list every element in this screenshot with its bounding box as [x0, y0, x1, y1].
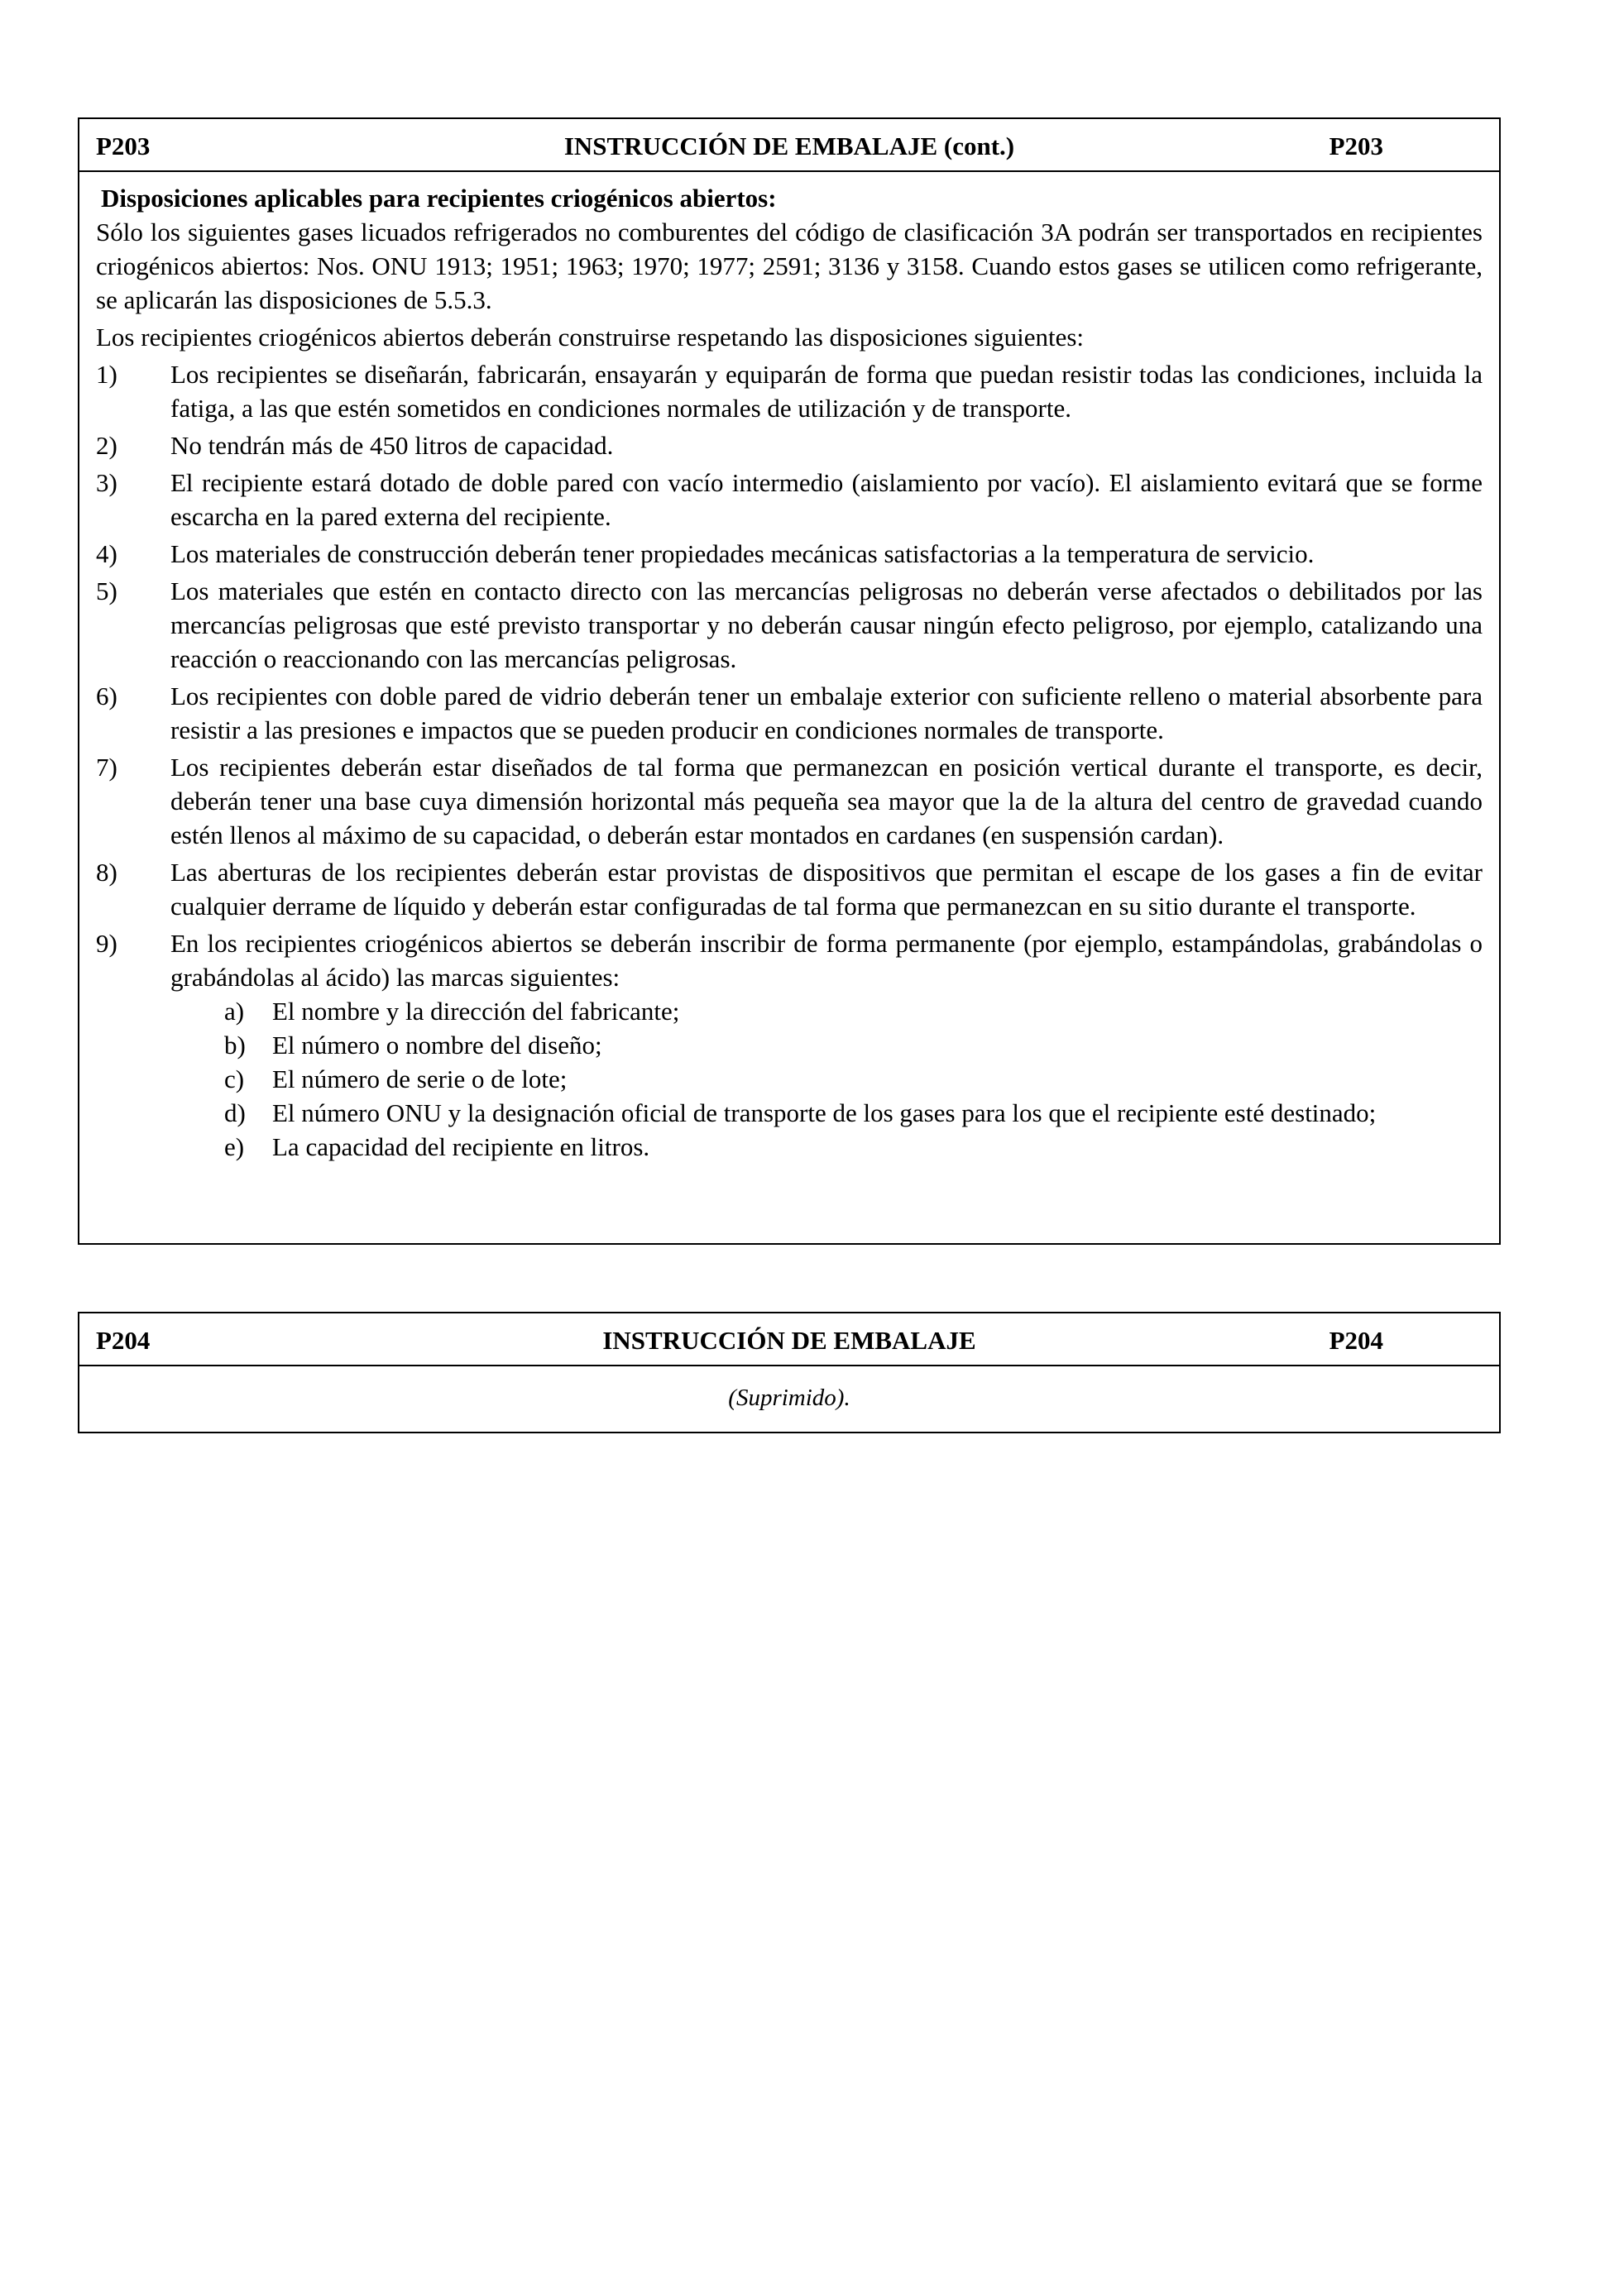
- item-number: 5): [96, 576, 117, 605]
- sub-item-letter: c): [224, 1064, 245, 1093]
- p203-subheading: Disposiciones aplicables para recipientes criogénicos abiertos:: [101, 184, 777, 213]
- item-text: El recipiente estará dotado de doble pared con vacío intermedio (aislamiento por vacío). El aislamiento evitará que se forme escarcha en la pared externa del recipiente.: [170, 468, 1483, 531]
- p203-marking-sublist: [96, 994, 1483, 1164]
- list-item: [96, 855, 1483, 923]
- item-number: 8): [96, 858, 117, 887]
- item-number: 9): [96, 929, 117, 958]
- list-item: [96, 574, 1483, 676]
- p204-suppressed-note: (Suprimido).: [728, 1385, 850, 1411]
- sub-item-letter: d): [224, 1098, 246, 1127]
- p203-provisions-list: [96, 357, 1483, 994]
- list-item: [96, 466, 1483, 533]
- sub-item-text: El número de serie o de lote;: [272, 1064, 568, 1093]
- packing-instruction-p203: [78, 117, 1501, 1245]
- sub-item-text: La capacidad del recipiente en litros.: [272, 1132, 650, 1161]
- p204-header: [79, 1313, 1499, 1366]
- sub-item-text: El nombre y la dirección del fabricante;: [272, 997, 680, 1026]
- item-text: Las aberturas de los recipientes deberán estar provistas de dispositivos que permitan el escape de los gases a fin de evitar cualquier derrame de líquido y deberán estar configuradas de tal forma que permanezcan en su sitio durante el transporte.: [170, 858, 1483, 921]
- sub-list-item: [96, 1096, 1483, 1130]
- list-item: [96, 926, 1483, 994]
- item-number: 1): [96, 360, 117, 389]
- sub-item-text: El número ONU y la designación oficial de transporte de los gases para los que el recipiente esté destinado;: [272, 1098, 1377, 1127]
- item-text: Los recipientes se diseñarán, fabricarán, ensayarán y equiparán de forma que puedan resistir todas las condiciones, incluida la fatiga, a las que estén sometidos en condiciones normales de utilización y de transporte.: [170, 360, 1483, 423]
- p203-paragraph-2: Los recipientes criogénicos abiertos deberán construirse respetando las disposiciones siguientes:: [96, 323, 1085, 352]
- packing-instruction-p204: [78, 1312, 1501, 1433]
- p203-title: INSTRUCCIÓN DE EMBALAJE (cont.): [563, 132, 1015, 160]
- item-text: En los recipientes criogénicos abiertos se deberán inscribir de forma permanente (por ejemplo, estampándolas, grabándolas o grabándolas al ácido) las marcas siguientes:: [170, 929, 1483, 992]
- item-text: Los recipientes con doble pared de vidrio deberán tener un embalaje exterior con suficiente relleno o material absorbente para resistir a las presiones e impactos que se pueden producir en condiciones normales de transporte.: [170, 682, 1483, 744]
- list-item: [96, 537, 1483, 571]
- list-item: [96, 679, 1483, 747]
- sub-item-text: El número o nombre del diseño;: [272, 1031, 602, 1060]
- item-text: Los materiales que estén en contacto directo con las mercancías peligrosas no deberán verse afectados o debilitados por las mercancías peligrosas que esté previsto transportar y no deberán causar ningún efecto peligroso, por ejemplo, catalizando una reacción o reaccionando con las mercancías peligrosas.: [170, 576, 1483, 673]
- p203-body: [79, 172, 1499, 1164]
- p204-code-left: P204: [96, 1326, 151, 1355]
- item-text: Los recipientes deberán estar diseñados de tal forma que permanezcan en posición vertical durante el transporte, es decir, deberán tener una base cuya dimensión horizontal más pequeña sea mayor que la de la altura del centro de gravedad cuando estén llenos al máximo de su capacidad, o deberán estar montados en cardanes (en suspensión cardan).: [170, 753, 1483, 849]
- item-text: No tendrán más de 450 litros de capacidad.: [170, 431, 614, 460]
- p203-code-left: P203: [96, 132, 151, 160]
- sub-list-item: [96, 1062, 1483, 1096]
- list-item: [96, 750, 1483, 852]
- p203-header: [79, 119, 1499, 172]
- sub-list-item: [96, 1130, 1483, 1164]
- item-number: 6): [96, 682, 117, 710]
- item-number: 4): [96, 539, 117, 568]
- item-text: Los materiales de construcción deberán tener propiedades mecánicas satisfactorias a la temperatura de servicio.: [170, 539, 1315, 568]
- sub-item-letter: e): [224, 1132, 245, 1161]
- item-number: 3): [96, 468, 117, 497]
- item-number: 7): [96, 753, 117, 782]
- sub-item-letter: a): [224, 997, 245, 1026]
- p204-title: INSTRUCCIÓN DE EMBALAJE: [602, 1326, 976, 1355]
- p203-code-right: P203: [1329, 132, 1383, 160]
- sub-list-item: [96, 1028, 1483, 1062]
- sub-item-letter: b): [224, 1031, 246, 1060]
- sub-list-item: [96, 994, 1483, 1028]
- p204-code-right: P204: [1329, 1326, 1383, 1355]
- p203-paragraph-1: Sólo los siguientes gases licuados refrigerados no comburentes del código de clasificación 3A podrán ser transportados en recipientes criogénicos abiertos: Nos. ONU 1913; 1951; 1963; 1970; 1977; 2591; 3136 y 3158. Cuando estos gases se utilicen como refrigerante, se aplicarán las disposiciones de 5.5.3.: [96, 218, 1483, 314]
- list-item: [96, 357, 1483, 425]
- item-number: 2): [96, 431, 117, 460]
- list-item: [96, 428, 1483, 462]
